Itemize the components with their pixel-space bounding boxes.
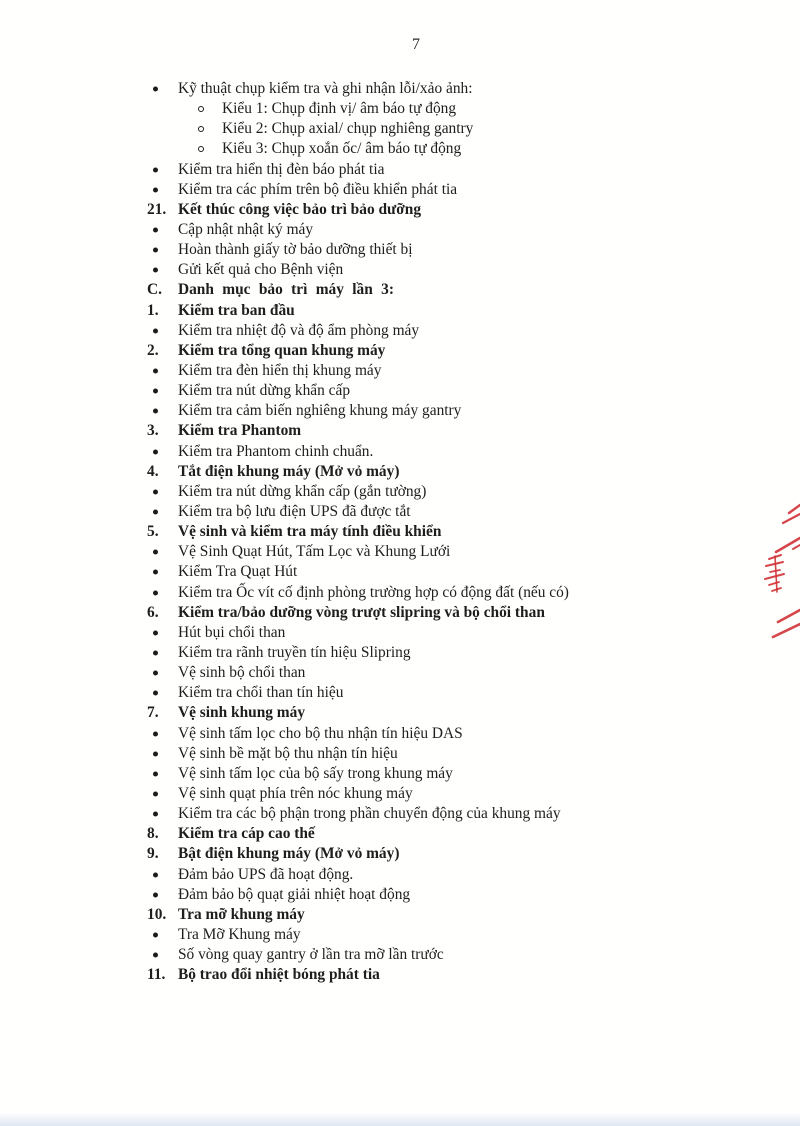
bullet-icon <box>153 510 158 515</box>
checklist-bullet-item <box>147 663 737 683</box>
checklist-numbered-heading <box>147 603 737 623</box>
bullet-icon <box>153 268 158 273</box>
checklist-bullet-item <box>147 79 737 99</box>
checklist-bullet-item <box>147 744 737 764</box>
checklist-bullet-item <box>147 885 737 905</box>
checklist-bullet-item <box>147 945 737 965</box>
checklist-numbered-heading <box>147 703 737 723</box>
item-text: Vệ sinh tấm lọc của bộ sấy trong khung máy <box>178 764 453 782</box>
checklist-bullet-item <box>147 864 737 884</box>
checklist-section-heading <box>147 280 737 300</box>
item-text: Kiểm tra ban đầu <box>178 301 295 319</box>
checklist-numbered-heading <box>147 824 737 844</box>
bullet-icon <box>153 590 158 595</box>
item-text: Kiểm Tra Quạt Hút <box>178 563 298 581</box>
item-number: 9. <box>147 845 159 863</box>
bullet-icon <box>153 651 158 656</box>
item-text: Kiểm tra các phím trên bộ điều khiển phát tia <box>178 180 458 198</box>
item-text: Đảm bảo UPS đã hoạt động. <box>178 865 354 883</box>
item-text: Kiểm tra/bảo dưỡng vòng trượt slipring và bộ chổi than <box>178 603 545 621</box>
checklist-bullet-item <box>147 401 737 421</box>
checklist-numbered-heading <box>147 341 737 361</box>
item-text: Kỹ thuật chụp kiểm tra và ghi nhận lỗi/xảo ảnh: <box>178 80 473 98</box>
item-text: Kiểm tra nút dừng khẩn cấp (gắn tường) <box>178 482 427 500</box>
item-text: Tra Mỡ Khung máy <box>178 925 301 943</box>
bullet-icon <box>153 489 158 494</box>
item-text: Vệ sinh tấm lọc cho bộ thu nhận tín hiệu DAS <box>178 724 463 742</box>
item-text: Kiểm tra đèn hiển thị khung máy <box>178 362 382 380</box>
bullet-icon <box>153 228 158 233</box>
item-text: Kiểm tra bộ lưu điện UPS đã được tắt <box>178 503 411 521</box>
bullet-icon <box>153 187 158 192</box>
item-text: Danh mục bảo trì máy lần 3: <box>178 281 394 299</box>
bullet-icon <box>153 771 158 776</box>
checklist-numbered-heading <box>147 905 737 925</box>
item-number: 21. <box>147 200 167 218</box>
red-pen-mark-icon <box>758 494 800 646</box>
checklist-bullet-item <box>147 724 737 744</box>
checklist-bullet-item <box>147 804 737 824</box>
checklist-bullet-item <box>147 784 737 804</box>
item-text: Kiểu 1: Chụp định vị/ âm báo tự động <box>222 100 457 118</box>
bullet-icon <box>153 409 158 414</box>
item-number: 1. <box>147 301 159 319</box>
item-text: Kiểm tra Phantom <box>178 422 302 440</box>
item-number: 6. <box>147 603 159 621</box>
item-text: Kiểm tra hiển thị đèn báo phát tia <box>178 160 385 178</box>
item-text: Bật điện khung máy (Mở vỏ máy) <box>178 845 400 863</box>
item-text: Kiểu 3: Chụp xoắn ốc/ âm báo tự động <box>222 140 462 158</box>
checklist-bullet-item <box>147 764 737 784</box>
item-text: Tra mỡ khung máy <box>178 905 305 923</box>
item-text: Hút bụi chổi than <box>178 623 286 641</box>
bullet-icon <box>153 328 158 333</box>
item-text: Vệ sinh bề mặt bộ thu nhận tín hiệu <box>178 744 398 762</box>
item-number: 11. <box>147 966 166 984</box>
checklist-bullet-item <box>147 160 737 180</box>
scan-edge-shadow <box>0 1112 800 1126</box>
checklist-bullet-item <box>147 623 737 643</box>
checklist-numbered-heading <box>147 522 737 542</box>
item-text: Đảm bảo bộ quạt giải nhiệt hoạt động <box>178 885 411 903</box>
item-number: 10. <box>147 905 167 923</box>
checklist-bullet-item <box>147 502 737 522</box>
bullet-icon <box>153 389 158 394</box>
checklist-bullet-item <box>147 925 737 945</box>
bullet-icon <box>153 932 158 937</box>
bullet-icon <box>153 369 158 374</box>
checklist-bullet-item <box>147 583 737 603</box>
checklist-bullet-item <box>147 260 737 280</box>
item-text: Kiểm tra chổi than tín hiệu <box>178 684 344 702</box>
checklist-bullet-item <box>147 240 737 260</box>
item-text: Số vòng quay gantry ở lần tra mỡ lần trước <box>178 946 444 964</box>
item-number: 8. <box>147 825 159 843</box>
item-text: Kiểm tra cảm biến nghiêng khung máy gantry <box>178 402 462 420</box>
bullet-icon <box>153 87 158 92</box>
bullet-icon <box>153 892 158 897</box>
item-number: 7. <box>147 704 159 722</box>
item-text: Kiểm tra Phantom chinh chuẩn. <box>178 442 374 460</box>
bullet-icon <box>153 449 158 454</box>
checklist-bullet-item <box>147 643 737 663</box>
checklist-bullet-item <box>147 321 737 341</box>
bullet-icon <box>153 167 158 172</box>
checklist-bullet-item <box>147 442 737 462</box>
bullet-icon <box>153 731 158 736</box>
item-text: Kiểm tra rãnh truyền tín hiệu Slipring <box>178 644 411 661</box>
checklist-numbered-heading <box>147 844 737 864</box>
item-number: 4. <box>147 462 159 480</box>
checklist-bullet-item <box>147 381 737 401</box>
checklist-numbered-heading <box>147 200 737 220</box>
item-number: 3. <box>147 422 159 440</box>
item-text: Hoàn thành giấy tờ bảo dưỡng thiết bị <box>178 241 413 259</box>
checklist-sub-item <box>147 119 737 139</box>
circle-bullet-icon <box>198 106 204 112</box>
bullet-icon <box>153 671 158 676</box>
page-number: 7 <box>412 36 420 53</box>
checklist-sub-item <box>147 139 737 159</box>
checklist-bullet-item <box>147 683 737 703</box>
item-text: Vệ sinh bộ chổi than <box>178 664 306 682</box>
checklist-sub-item <box>147 99 737 119</box>
circle-bullet-icon <box>198 126 204 132</box>
item-text: Vệ Sinh Quạt Hút, Tấm Lọc và Khung Lưới <box>178 543 451 561</box>
checklist-numbered-heading <box>147 462 737 482</box>
item-text: Tắt điện khung máy (Mở vỏ máy) <box>178 462 400 480</box>
bullet-icon <box>153 570 158 575</box>
item-text: Vệ sinh quạt phía trên nóc khung máy <box>178 784 413 802</box>
item-text: Kiểm tra các bộ phận trong phần chuyển động của khung máy <box>178 805 561 823</box>
checklist-bullet-item <box>147 220 737 240</box>
item-text: Vệ sinh và kiểm tra máy tính điều khiển <box>178 523 442 541</box>
item-text: Kiểm tra nhiệt độ và độ ẩm phòng máy <box>178 321 420 339</box>
circle-bullet-icon <box>198 146 204 152</box>
checklist-numbered-heading <box>147 301 737 321</box>
item-text: Kết thúc công việc bảo trì bảo dưỡng <box>178 200 422 218</box>
bullet-icon <box>153 248 158 253</box>
checklist-numbered-heading <box>147 965 737 985</box>
item-text: Kiểu 2: Chụp axial/ chụp nghiêng gantry <box>222 120 474 138</box>
item-text: Gửi kết quả cho Bệnh viện <box>178 261 344 279</box>
bullet-icon <box>153 791 158 796</box>
item-text: Kiểm tra nút dừng khẩn cấp <box>178 382 351 400</box>
bullet-icon <box>153 550 158 555</box>
item-text: Kiểm tra tổng quan khung máy <box>178 341 386 359</box>
bullet-icon <box>153 953 158 958</box>
bullet-icon <box>153 751 158 756</box>
checklist-bullet-item <box>147 542 737 562</box>
item-text: Vệ sinh khung máy <box>178 704 306 722</box>
checklist-numbered-heading <box>147 421 737 441</box>
item-number: C. <box>147 281 162 299</box>
item-text: Kiểm tra Ốc vít cố định phòng trường hợp có động đất (nếu có) <box>178 583 569 601</box>
bullet-icon <box>153 691 158 696</box>
checklist-bullet-item <box>147 361 737 381</box>
item-number: 5. <box>147 523 159 541</box>
checklist-bullet-item <box>147 482 737 502</box>
bullet-icon <box>153 812 158 817</box>
checklist <box>147 79 737 985</box>
item-text: Kiểm tra cáp cao thế <box>178 825 315 843</box>
bullet-icon <box>153 872 158 877</box>
bullet-icon <box>153 630 158 635</box>
checklist-bullet-item <box>147 562 737 582</box>
item-text: Bộ trao đổi nhiệt bóng phát tia <box>178 966 380 984</box>
item-text: Cập nhật nhật ký máy <box>178 221 314 239</box>
item-number: 2. <box>147 341 159 359</box>
checklist-bullet-item <box>147 180 737 200</box>
